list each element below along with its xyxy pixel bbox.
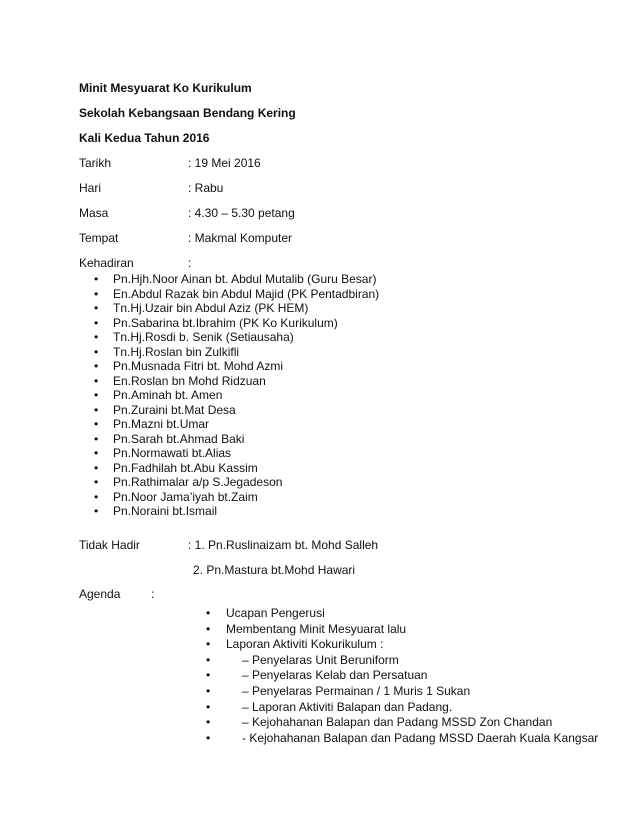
agenda-item xyxy=(206,622,598,638)
attendee-list xyxy=(94,272,379,519)
bullet-icon: • xyxy=(206,637,211,652)
bullet-icon: • xyxy=(94,402,99,417)
bullet-icon: • xyxy=(94,446,99,460)
agenda-item-text: Membentang Minit Mesyuarat lalu xyxy=(226,621,407,636)
bullet-icon: • xyxy=(94,301,99,315)
agenda-item-text: Ucapan Pengerusi xyxy=(226,606,325,620)
bullet-icon: • xyxy=(94,315,99,330)
tarikh-label: Tarikh xyxy=(79,156,112,170)
attendee-name: Pn.Noraini bt.Ismail xyxy=(113,504,218,518)
agenda-item xyxy=(206,700,598,716)
agenda-item xyxy=(206,653,598,669)
attendee-name: Tn.Hj.Uzair bin Abdul Aziz (PK HEM) xyxy=(113,301,309,315)
attendee-name: Pn.Musnada Fitri bt. Mohd Azmi xyxy=(113,359,284,373)
agenda-item-text: Laporan Aktiviti Kokurikulum : xyxy=(226,637,384,652)
attendee-name: Pn.Noor Jama’iyah bt.Zaim xyxy=(113,489,258,504)
meeting-session: Kali Kedua Tahun 2016 xyxy=(79,131,210,145)
attendee-item xyxy=(94,301,379,316)
bullet-icon: • xyxy=(206,606,211,620)
attendee-name: Pn.Mazni bt.Umar xyxy=(113,417,210,431)
attendee-name: Pn.Rathimalar a/p S.Jegadeson xyxy=(113,475,283,489)
attendee-item xyxy=(94,388,379,403)
bullet-icon: • xyxy=(206,621,211,636)
tempat-label: Tempat xyxy=(79,231,119,245)
bullet-icon: • xyxy=(94,373,99,388)
bullet-icon: • xyxy=(206,652,211,667)
attendee-name: Pn.Sabarina bt.Ibrahim (PK Ko Kurikulum) xyxy=(113,315,338,330)
bullet-icon: • xyxy=(94,344,99,359)
attendee-item xyxy=(94,345,379,360)
attendee-name: En.Roslan bn Mohd Ridzuan xyxy=(113,373,266,388)
agenda-item-text: – Penyelaras Kelab dan Persatuan xyxy=(242,668,428,683)
bullet-icon: • xyxy=(206,715,211,730)
bullet-icon: • xyxy=(94,286,99,301)
masa-value: : 4.30 – 5.30 petang xyxy=(188,206,295,220)
agenda-item xyxy=(206,684,598,700)
bullet-icon: • xyxy=(206,668,211,683)
hari-value: : Rabu xyxy=(188,181,224,195)
attendee-item xyxy=(94,417,379,432)
attendee-name: Pn.Aminah bt. Amen xyxy=(113,388,223,402)
bullet-icon: • xyxy=(206,683,211,698)
attendee-item xyxy=(94,490,379,505)
attendee-name: Pn.Fadhilah bt.Abu Kassim xyxy=(113,460,258,475)
bullet-icon: • xyxy=(206,699,211,714)
document-title: Minit Mesyuarat Ko Kurikulum xyxy=(79,81,252,95)
attendee-item xyxy=(94,359,379,374)
bullet-icon: • xyxy=(94,388,99,402)
bullet-icon: • xyxy=(94,489,99,504)
agenda-item-text: – Laporan Aktiviti Balapan dan Padang. xyxy=(242,699,453,714)
attendee-name: Pn.Hjh.Noor Ainan bt. Abdul Mutalib (Guru Besar) xyxy=(113,272,377,286)
absent-label: Tidak Hadir xyxy=(79,538,140,552)
absent-second: 2. Pn.Mastura bt.Mohd Hawari xyxy=(193,563,356,577)
bullet-icon: • xyxy=(94,359,99,373)
bullet-icon: • xyxy=(94,272,99,286)
bullet-icon: • xyxy=(206,730,211,745)
bullet-icon: • xyxy=(94,475,99,489)
tempat-value: : Makmal Komputer xyxy=(188,231,293,245)
attendee-item xyxy=(94,374,379,389)
agenda-item xyxy=(206,731,598,747)
absent-first: : 1. Pn.Ruslinaizam bt. Mohd Salleh xyxy=(188,538,379,552)
attendee-name: Pn.Normawati bt.Alias xyxy=(113,446,232,460)
attendee-item xyxy=(94,504,379,519)
agenda-item xyxy=(206,715,598,731)
attendee-item xyxy=(94,475,379,490)
attendee-item xyxy=(94,330,379,345)
hari-label: Hari xyxy=(79,181,102,195)
kehadiran-label: Kehadiran xyxy=(79,256,134,270)
attendee-item xyxy=(94,316,379,331)
agenda-item xyxy=(206,637,598,653)
agenda-label: Agenda xyxy=(79,587,121,601)
school-name: Sekolah Kebangsaan Bendang Kering xyxy=(79,106,296,120)
attendee-item xyxy=(94,287,379,302)
agenda-item-text: – Kejohahanan Balapan dan Padang MSSD Zon Chandan xyxy=(242,715,553,730)
agenda-colon: : xyxy=(151,587,155,601)
attendee-name: Tn.Hj.Roslan bin Zulkifli xyxy=(113,344,240,359)
bullet-icon: • xyxy=(94,504,99,518)
bullet-icon: • xyxy=(94,330,99,344)
agenda-item xyxy=(206,606,598,622)
agenda-list xyxy=(206,606,598,746)
attendee-name: En.Abdul Razak bin Abdul Majid (PK Pentadbiran) xyxy=(113,286,380,301)
bullet-icon: • xyxy=(94,431,99,446)
tarikh-value: : 19 Mei 2016 xyxy=(188,156,261,170)
kehadiran-colon: : xyxy=(188,256,192,270)
agenda-item-text: - Kejohahanan Balapan dan Padang MSSD Daerah Kuala Kangsar xyxy=(242,730,599,745)
attendee-item xyxy=(94,403,379,418)
agenda-item xyxy=(206,668,598,684)
attendee-item xyxy=(94,461,379,476)
attendee-name: Pn.Zuraini bt.Mat Desa xyxy=(113,402,236,417)
attendee-item xyxy=(94,446,379,461)
attendee-name: Pn.Sarah bt.Ahmad Baki xyxy=(113,431,245,446)
masa-label: Masa xyxy=(79,206,109,220)
attendee-item xyxy=(94,432,379,447)
attendee-name: Tn.Hj.Rosdi b. Senik (Setiausaha) xyxy=(113,330,294,344)
attendee-item xyxy=(94,272,379,287)
bullet-icon: • xyxy=(94,417,99,431)
agenda-item-text: – Penyelaras Unit Beruniform xyxy=(242,652,399,667)
agenda-item-text: – Penyelaras Permainan / 1 Muris 1 Sukan xyxy=(242,683,471,698)
bullet-icon: • xyxy=(94,460,99,475)
